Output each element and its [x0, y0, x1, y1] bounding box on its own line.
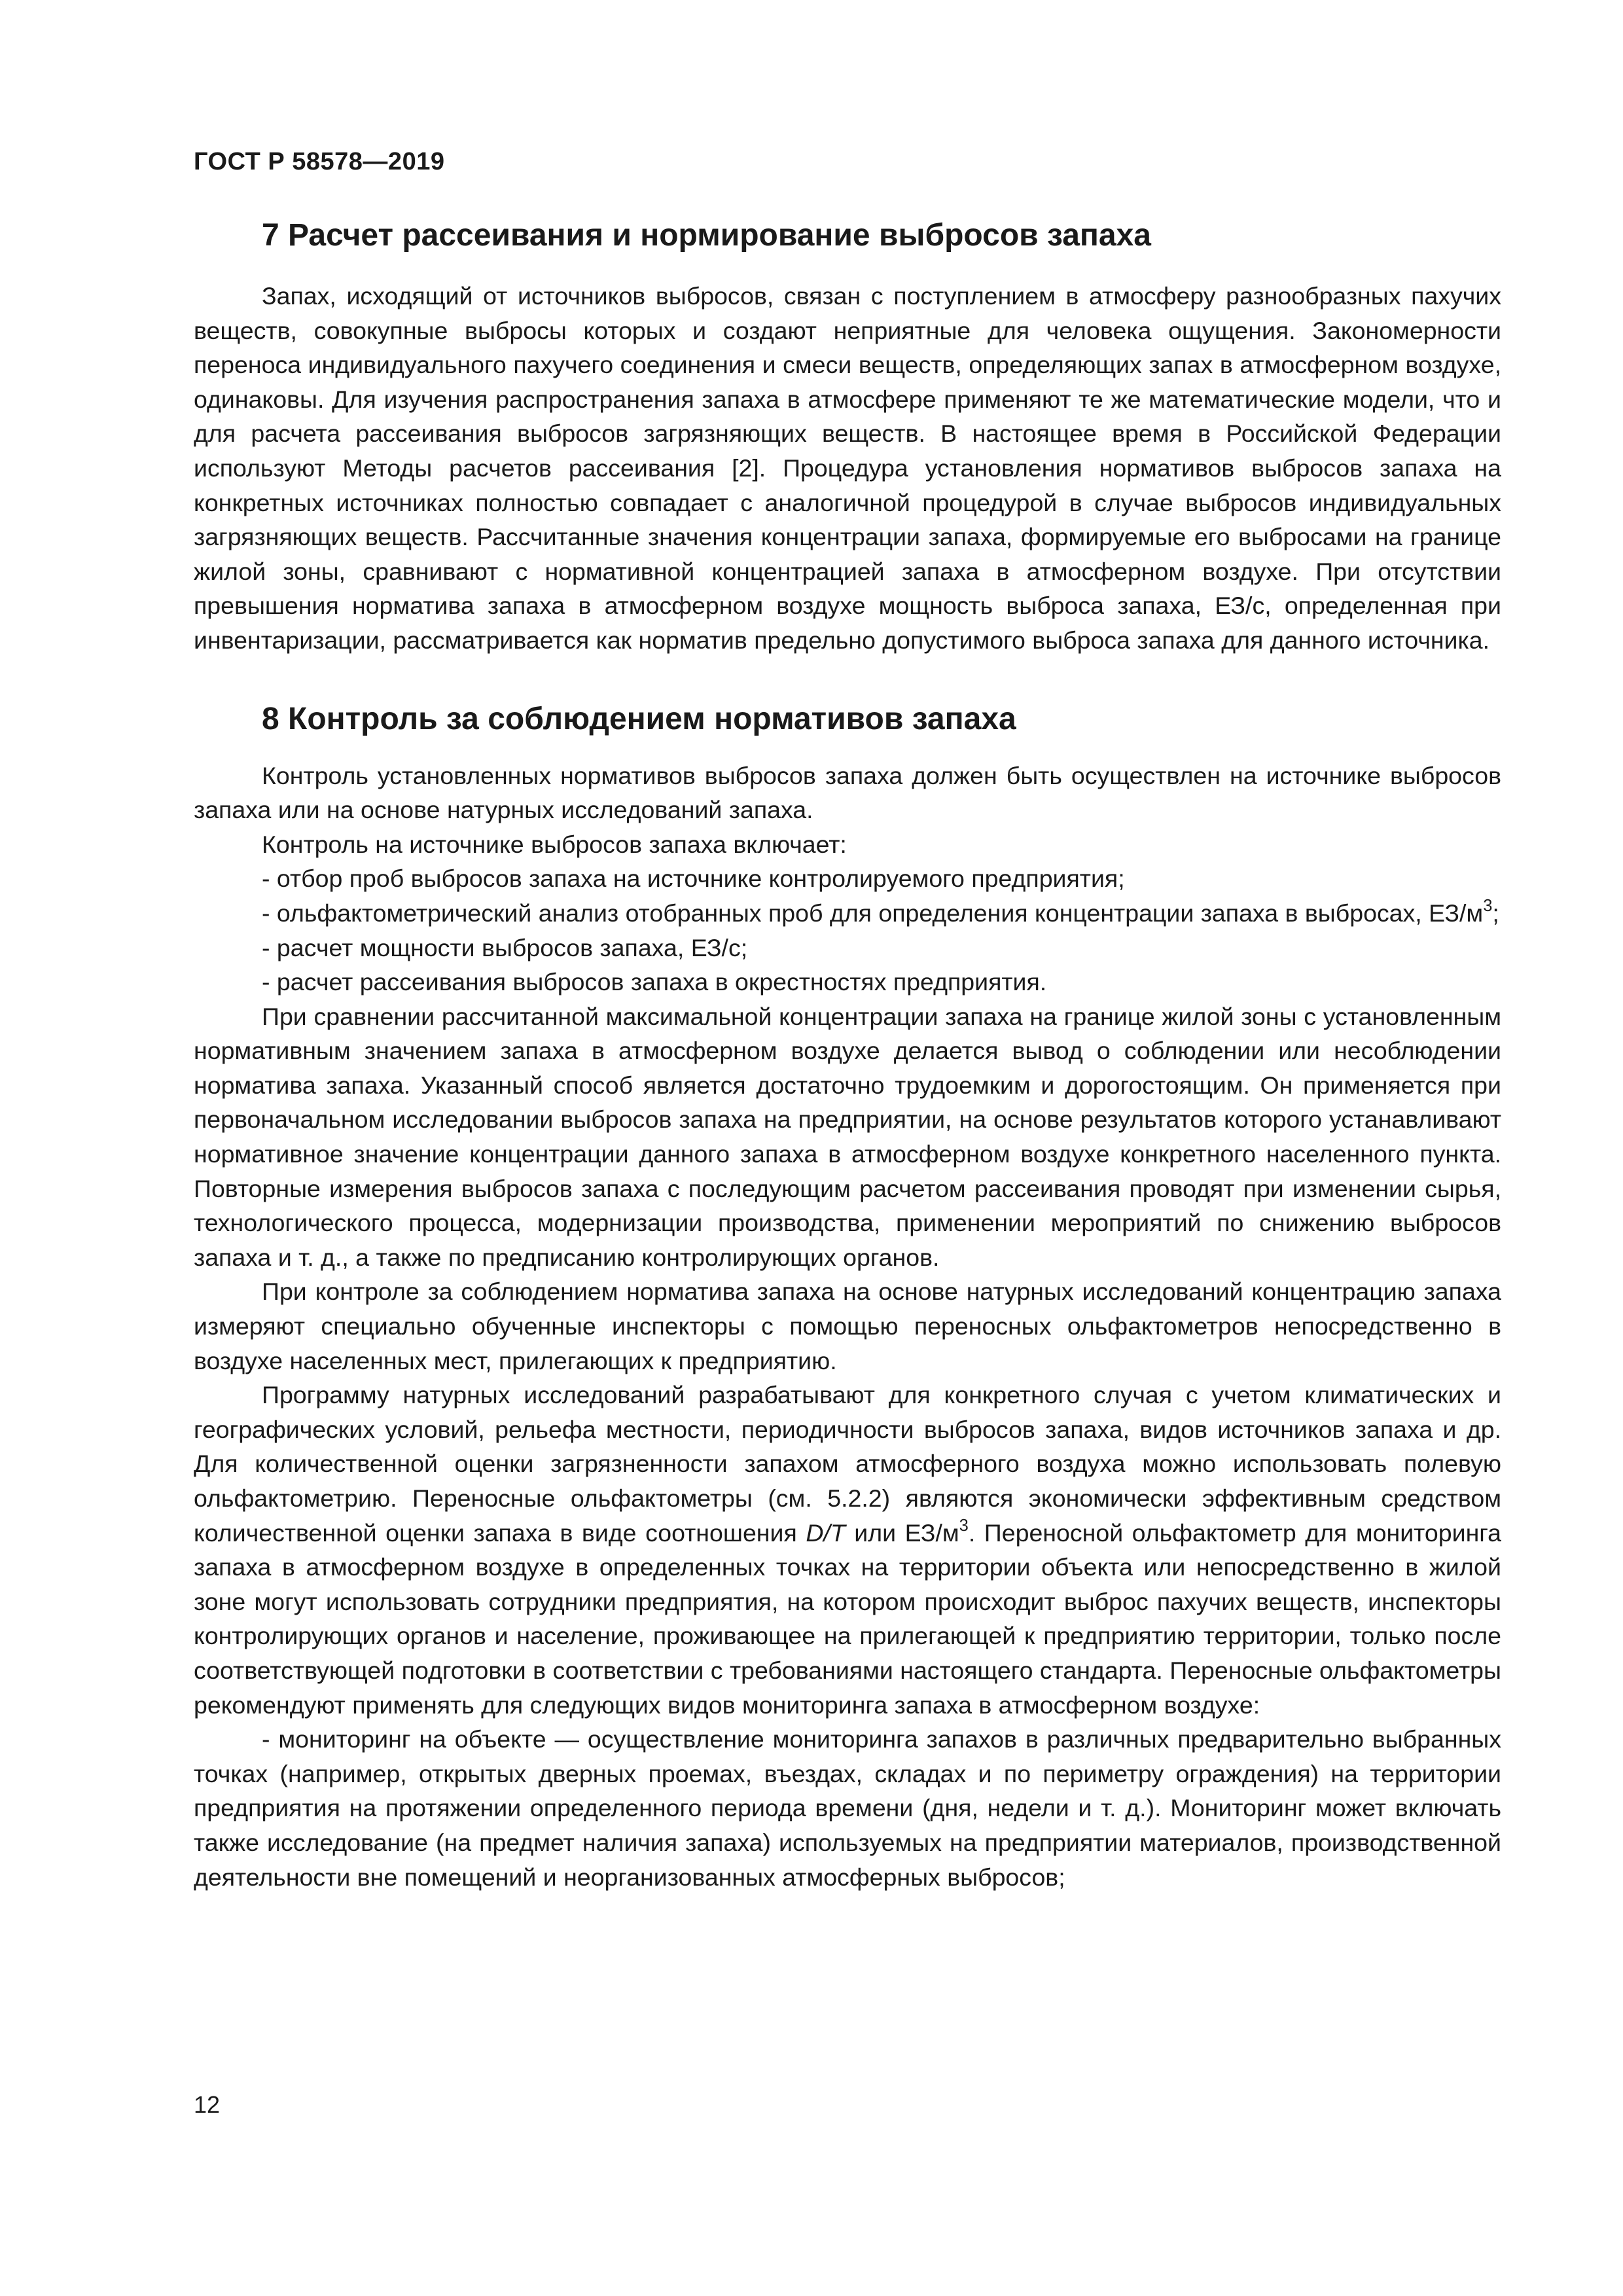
- paragraph-5-part-b: или ЕЗ/м: [845, 1518, 959, 1547]
- section-8-paragraph-4: При контроле за соблюдением норматива запаха на основе натурных исследований концентрацию запаха измеряют специально обученные инспекторы с помощью переносных ольфактометров непосредственно в воздухе населенных мест, прилегающих к предприятию.: [194, 1278, 1501, 1374]
- section-8-paragraph-3: При сравнении рассчитанной максимальной концентрации запаха на границе жилой зоны с установленным нормативным значением запаха в атмосферном воздухе делается вывод о соблюдении или несоблюдении норматива запаха. Указанный способ является достаточно трудоемким и дорогостоящим. Он применяется при первоначальном исследовании выбросов запаха на предприятии, на основе результатов которого устанавливают нормативное значение концентрации данного запаха в атмосферном воздухе конкретного населенного пункта. Повторные измерения выбросов запаха с последующим расчетом рассеивания проводят при изменении сырья, технологического процесса, модернизации производства, применении мероприятий по снижению выбросов запаха и т. д., а также по предписанию контролирующих органов.: [194, 1002, 1501, 1271]
- dt-ratio: D/T: [806, 1518, 846, 1547]
- superscript-3: 3: [1483, 897, 1493, 916]
- list-item-olfactometric-analysis: [194, 896, 1501, 931]
- section-7-paragraph-1: Запах, исходящий от источников выбросов, связан с поступлением в атмосферу разнообразных пахучих веществ, совокупные выбросы которых и создают неприятные для человека ощущения. Закономерности переноса индивидуального пахучего соединения и смеси веществ, определяющих запах в атмосферном воздухе, одинаковы. Для изучения распространения запаха в атмосфере применяют те же математические модели, что и для расчета рассеивания выбросов загрязняющих веществ. В настоящее время в Российской Федерации используют Методы расчетов рассеивания [2]. Процедура установления нормативов выбросов запаха на конкретных источниках полностью совпадает с аналогичной процедурой в случае выбросов индивидуальных загрязняющих веществ. Рассчитанные значения концентрации запаха, формируемые его выбросами на границе жилой зоны, сравнивают с нормативной концентрацией запаха в атмосферном воздухе. При отсутствии превышения норматива запаха в атмосферном воздухе мощность выброса запаха, ЕЗ/с, определенная при инвентаризации, рассматривается как норматив предельно допустимого выброса запаха для данного источника.: [194, 282, 1501, 654]
- list-item-emission-rate: - расчет мощности выбросов запаха, ЕЗ/с;: [262, 933, 748, 961]
- section-8-paragraph-5: [194, 1378, 1501, 1722]
- superscript-3: 3: [959, 1516, 969, 1535]
- list-item-dispersion: - расчет рассеивания выбросов запаха в окрестностях предприятия.: [262, 968, 1047, 996]
- list-item-site-monitoring: - мониторинг на объекте — осуществление мониторинга запахов в различных предварительно выбранных точках (например, открытых дверных проемах, въездах, складах и по периметру ограждения) на территории предприятия на протяжении определенного периода времени (дня, недели и т. д.). Мониторинг может включать также исследование (на предмет наличия запаха) используемых на предприятии материалов, производственной деятельности вне помещений и неорганизованных атмосферных выбросов;: [194, 1725, 1501, 1891]
- section-8-paragraph-1: Контроль установленных нормативов выбросов запаха должен быть осуществлен на источнике выбросов запаха или на основе натурных исследований запаха.: [194, 761, 1501, 824]
- paragraph-5-part-c: . Переносной ольфактометр для мониторинга запаха в атмосферном воздухе в определенных точках на территории объекта или непосредственно в жилой зоне могут использовать сотрудники предприятия, на котором происходит выброс пахучих веществ, инспекторы контролирующих органов и население, проживающее на прилегающей к предприятию территории, только после соответствующей подготовки в соответствии с требованиями настоящего стандарта. Переносные ольфактометры рекомендуют применять для следующих видов мониторинга запаха в атмосферном воздухе:: [194, 1518, 1501, 1719]
- list-item-olfactometric-end: ;: [1492, 899, 1499, 927]
- section-8-title: 8 Контроль за соблюдением нормативов запаха: [262, 701, 1016, 736]
- section-8-paragraph-2: Контроль на источнике выбросов запаха включает:: [262, 830, 847, 858]
- section-7-title: 7 Расчет рассеивания и нормирование выбросов запаха: [262, 218, 1151, 253]
- list-item-olfactometric-text: - ольфактометрический анализ отобранных проб для определения концентрации запаха в выбросах, ЕЗ/м: [262, 899, 1484, 927]
- document-code-header: ГОСТ Р 58578—2019: [194, 148, 445, 175]
- list-item-sampling: - отбор проб выбросов запаха на источнике контролируемого предприятия;: [262, 865, 1125, 893]
- page-content: [194, 216, 1501, 1894]
- paragraph-5-part-a: Программу натурных исследований разрабатывают для конкретного случая с учетом климатических и географических условий, рельефа местности, периодичности выбросов запаха, видов источников запаха и др. Для количественной оценки загрязненности запахом атмосферного воздуха можно использовать полевую ольфактометрию. Переносные ольфактометры (см. 5.2.2) являются экономически эффективным средством количественной оценки запаха в виде соотношения: [194, 1381, 1501, 1547]
- page-number: 12: [194, 2091, 221, 2118]
